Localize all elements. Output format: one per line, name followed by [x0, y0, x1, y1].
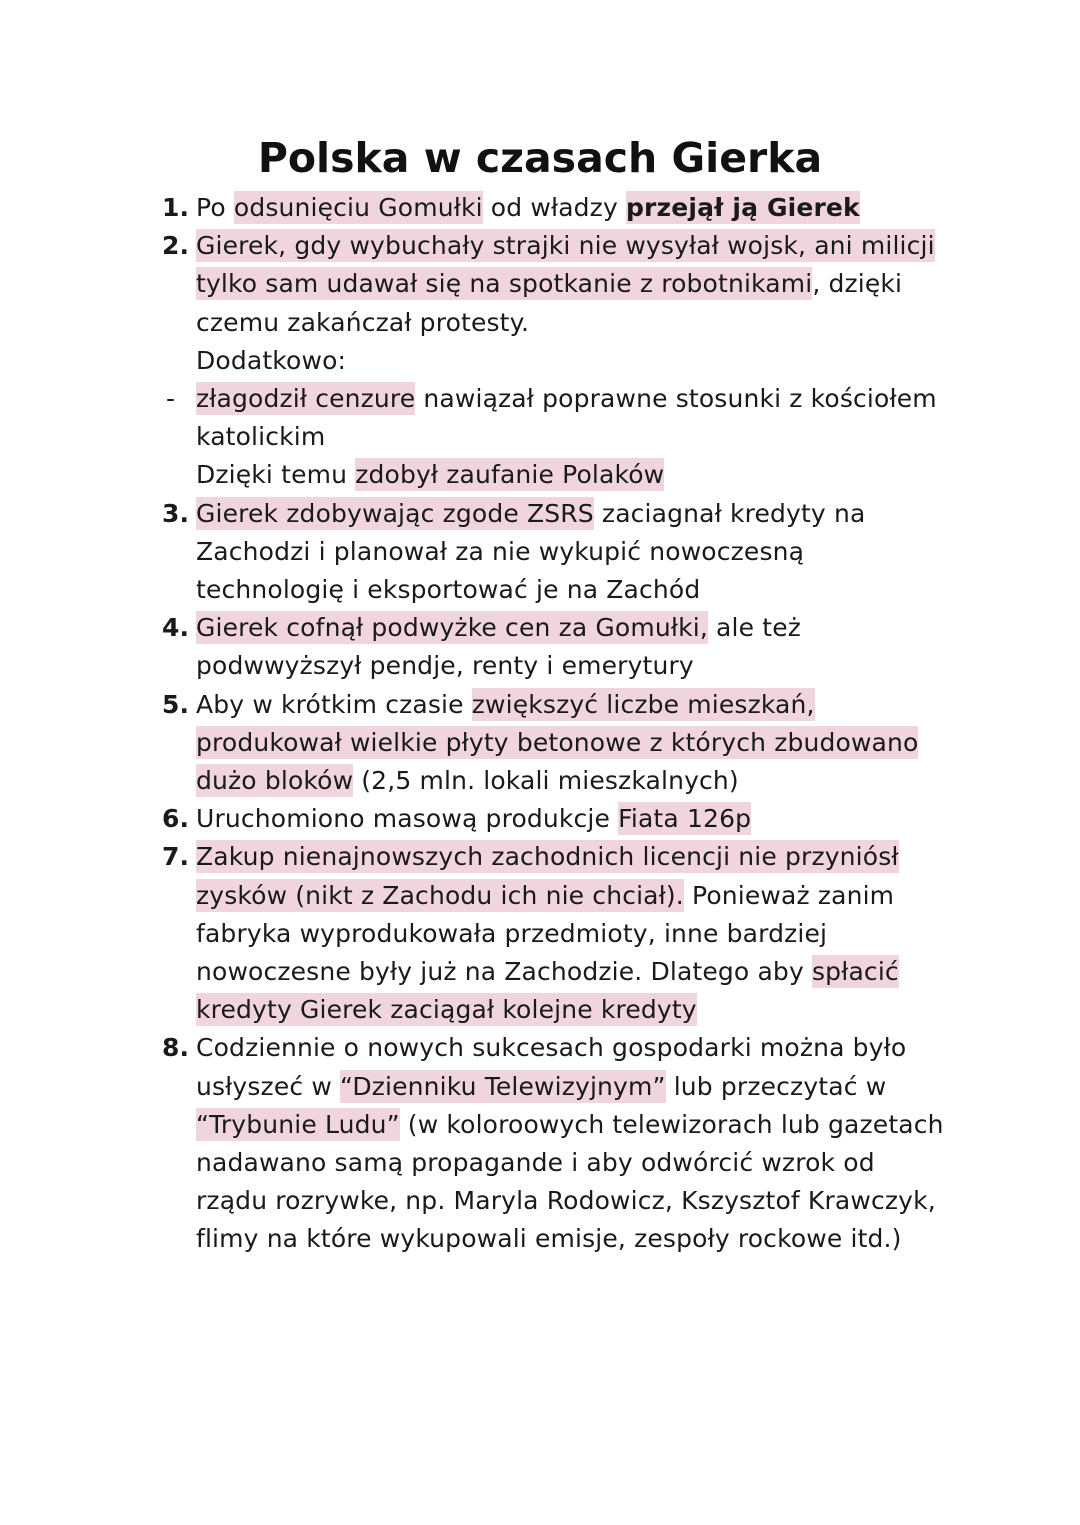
text-segment: Aby w krótkim czasie	[196, 689, 472, 719]
list-item-marker: 4.	[162, 613, 190, 643]
list-item-text	[196, 229, 935, 375]
list-item-marker: 6.	[162, 804, 190, 834]
text-segment: ale też podwwyższył pendje, renty i emerytury	[196, 613, 801, 681]
text-segment: nawiązał poprawne stosunki z kościołem katolickim	[196, 384, 937, 452]
list-item-4	[162, 495, 952, 610]
highlighted-text: “Trybunie Ludu”	[196, 1109, 400, 1139]
highlighted-text: “Dzienniku Telewizyjnym”	[340, 1071, 666, 1101]
text-segment: (2,5 mln. lokali mieszkalnych)	[353, 766, 739, 796]
list-item-text	[196, 688, 918, 797]
list-item-text	[196, 840, 899, 1026]
list-item-dash	[162, 380, 952, 495]
text-segment: (w koloroowych telewizorach lub gazetach nadawano samą propagande i aby odwórcić wzrok od rządu rozrywke, np. Maryla Rodowicz, Kszysztof Krawczyk, flimy na które wykupowali emisje, zespoły rockowe itd.)	[196, 1109, 944, 1254]
list-item-text	[196, 497, 865, 604]
text-segment: Uruchomiono masową produkcje	[196, 804, 619, 834]
text-segment: lub przeczytać w	[665, 1071, 887, 1101]
list-item-marker: 3.	[162, 498, 190, 528]
text-segment: Codziennie o nowych sukcesach gospodarki można było usłyszeć w	[196, 1033, 907, 1101]
list-item-8	[162, 838, 952, 1029]
highlighted-text: odsunięciu Gomułki	[233, 193, 483, 222]
text-segment: Po	[196, 193, 234, 222]
list-item-text	[196, 191, 860, 224]
text-segment: Dzięki temu	[196, 460, 356, 490]
list-item-text	[196, 382, 937, 491]
page-title: Polska w czasach Gierka	[257, 134, 823, 182]
highlighted-text: Gierek, gdy wybuchały strajki nie wysyłał wojsk, ani milicji tylko sam udawał się na spotkanie z robotnikami	[196, 231, 935, 299]
highlighted-text: złagodził cenzure	[196, 384, 416, 414]
notes-list	[162, 189, 952, 1259]
highlighted-text: Gierek cofnął podwyżke cen za Gomułki,	[196, 613, 708, 643]
list-item-marker: 1.	[162, 193, 190, 222]
list-item-marker: 7.	[162, 842, 190, 872]
highlighted-text: zwiększyć liczbe mieszkań, produkował wielkie płyty betonowe z których zbudowano dużo bloków	[196, 689, 919, 796]
list-item-text	[196, 802, 751, 835]
text-segment: Dodatkowo:	[196, 345, 347, 375]
highlighted-text: Fiata 126p	[618, 804, 752, 834]
list-item-7	[162, 800, 952, 838]
list-item-2	[162, 227, 952, 380]
list-item-marker: 8.	[162, 1033, 190, 1063]
list-item-marker: 2.	[162, 231, 190, 261]
highlighted-text: przejął ją Gierek	[626, 193, 860, 222]
highlighted-text: Gierek zdobywając zgode ZSRS	[196, 498, 594, 528]
highlighted-text: Zakup nienajnowszych zachodnich licencji nie przyniósł zysków (nikt z Zachodu ich nie chciał).	[196, 842, 899, 910]
text-segment: od władzy	[482, 193, 627, 222]
text-segment: , dzięki czemu zakańczał protesty.	[196, 269, 903, 337]
text-segment: zaciagnał kredyty na Zachodzi i planował za nie wykupić nowoczesną technologię i eksportować je na Zachód	[196, 498, 866, 605]
text-segment: Ponieważ zanim fabryka wyprodukowała przedmioty, inne bardziej nowoczesne były już na Zachodzie. Dlatego aby	[196, 880, 895, 987]
highlighted-text: zdobył zaufanie Polaków	[355, 460, 665, 490]
list-item-9	[162, 1029, 952, 1258]
list-item-6	[162, 686, 952, 801]
list-item-marker: 5.	[162, 689, 190, 719]
highlighted-text: spłacić kredyty Gierek zaciągał kolejne kredyty	[196, 957, 899, 1025]
list-item-1	[162, 189, 952, 227]
list-item-text	[196, 1033, 944, 1253]
list-item-5	[162, 609, 952, 685]
list-item-marker: -	[166, 384, 176, 414]
list-item-text	[196, 611, 801, 680]
